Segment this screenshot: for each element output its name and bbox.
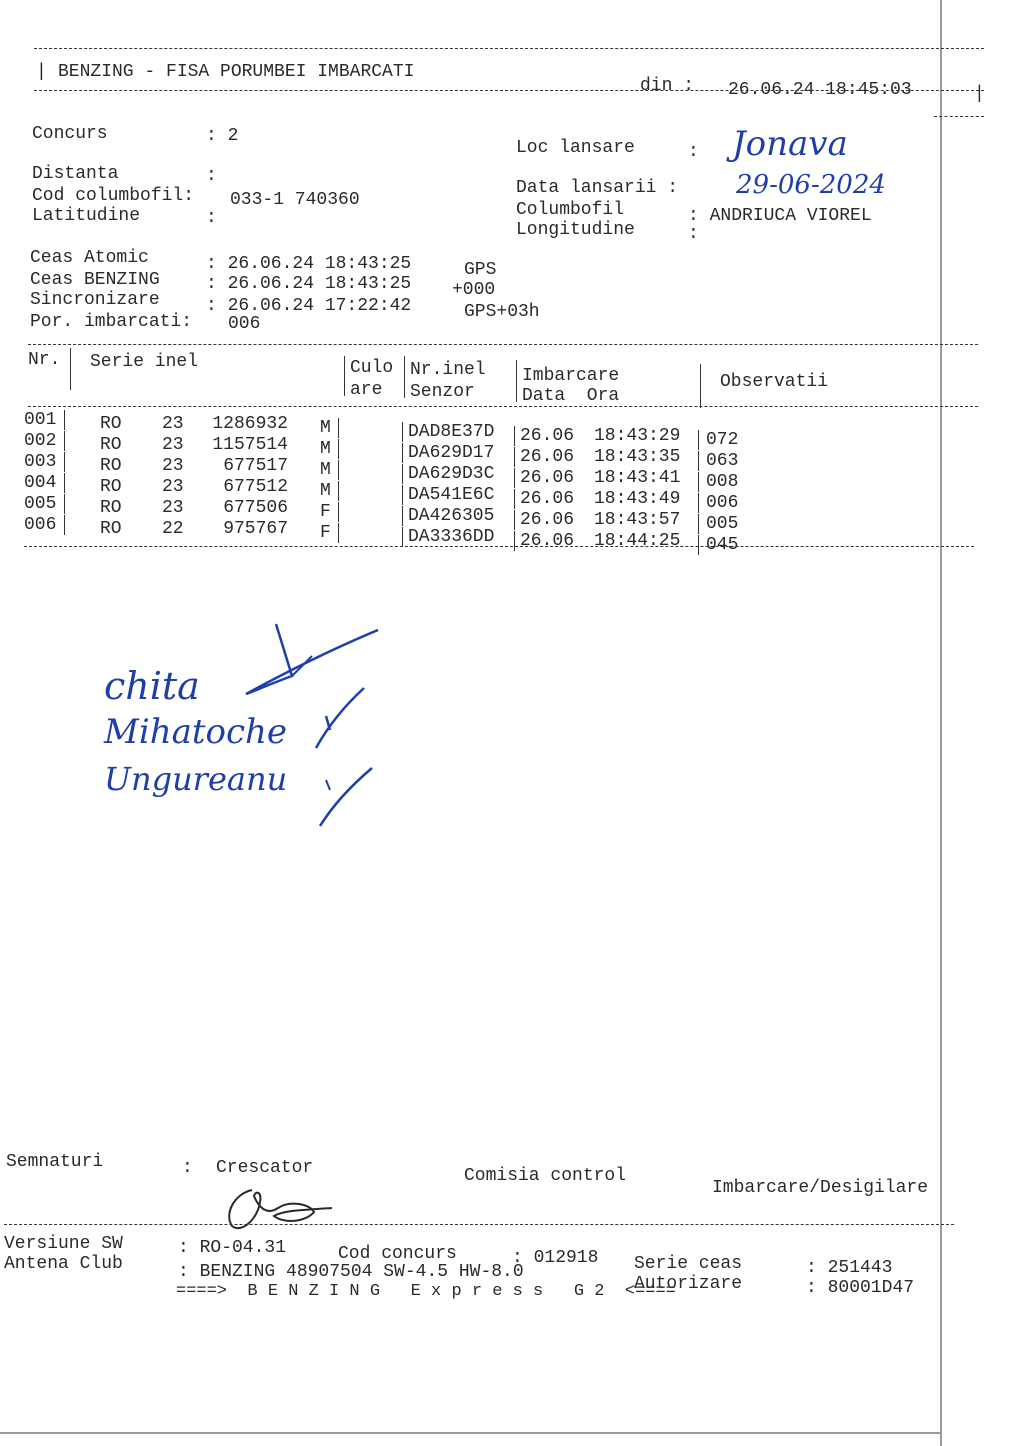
- ceas-benzing-suffix: +000: [452, 280, 496, 300]
- cell-ring: 975767: [223, 519, 288, 539]
- handwritten-name-2: Mihatoche: [104, 712, 288, 752]
- row-separator: [402, 527, 403, 547]
- divider: [34, 90, 984, 91]
- cell-obs: 045: [706, 535, 739, 555]
- sincronizare-value: : 26.06.24 17:22:42: [206, 296, 412, 316]
- row-separator: [402, 443, 403, 463]
- col-header-imbarcare-2: Data Ora: [522, 386, 620, 406]
- col-header-culoare-1: Culo: [350, 358, 394, 378]
- col-header-serie: Serie inel: [90, 352, 199, 372]
- cod-columbofil-label: Cod columbofil:: [32, 186, 195, 206]
- longitudine-label: Longitudine: [516, 220, 635, 240]
- cell-date: 26.06: [520, 468, 575, 488]
- footer-divider: [4, 1224, 954, 1225]
- cell-date: 26.06: [520, 426, 575, 446]
- cell-date: 26.06: [520, 510, 575, 530]
- versiune-sw-label: Versiune SW: [4, 1234, 123, 1254]
- col-sep: [700, 364, 701, 408]
- col-header-culoare-2: are: [350, 380, 383, 400]
- cod-concurs-label: Cod concurs: [338, 1244, 457, 1264]
- row-separator: [402, 506, 403, 526]
- data-lansarii-label: Data lansarii :: [516, 178, 679, 198]
- row-separator: [338, 460, 339, 480]
- header-bar-left: |: [36, 62, 47, 82]
- cell-ring: 677517: [223, 456, 288, 476]
- cell-obs: 072: [706, 430, 739, 450]
- cell-nr: 004: [24, 473, 57, 493]
- divider: [934, 116, 984, 117]
- cell-year: 23: [162, 456, 184, 476]
- cell-ring: 677506: [223, 498, 288, 518]
- loc-lansare-label: Loc lansare: [516, 138, 635, 158]
- cell-sensor: DAD8E37D: [408, 422, 495, 442]
- row-separator: [64, 452, 65, 472]
- scan-bottom-edge: [0, 1432, 940, 1434]
- scan-right-edge: [940, 0, 942, 1446]
- cell-time: 18:43:41: [594, 468, 681, 488]
- print-date-value: 26.06.24 18:45:03: [728, 80, 912, 100]
- table-header-divider: [28, 406, 978, 407]
- cell-sensor: DA426305: [408, 506, 495, 526]
- ceas-atomic-suffix: GPS: [464, 260, 497, 280]
- row-separator: [698, 514, 699, 534]
- row-separator: [64, 473, 65, 493]
- versiune-sw-value: : RO-04.31: [178, 1238, 287, 1258]
- cell-date: 26.06: [520, 531, 575, 551]
- cell-year: 23: [162, 414, 184, 434]
- table-bottom-divider: [24, 546, 974, 547]
- serie-ceas-label: Serie ceas: [634, 1254, 743, 1274]
- cell-country: RO: [100, 435, 122, 455]
- sincronizare-label: Sincronizare: [30, 290, 160, 310]
- columbofil-label: Columbofil: [516, 200, 625, 220]
- row-separator: [402, 422, 403, 442]
- row-separator: [338, 439, 339, 459]
- cell-date: 26.06: [520, 489, 575, 509]
- cell-sensor: DA3336DD: [408, 527, 495, 547]
- cell-date: 26.06: [520, 447, 575, 467]
- latitudine-label: Latitudine: [32, 206, 141, 226]
- loc-lansare-sep: :: [688, 142, 699, 162]
- cell-year: 22: [162, 519, 184, 539]
- ceas-atomic-value: : 26.06.24 18:43:25: [206, 254, 412, 274]
- row-separator: [698, 430, 699, 450]
- concurs-label: Concurs: [32, 124, 108, 144]
- cell-nr: 003: [24, 452, 57, 472]
- antena-club-value: : BENZING 48907504 SW-4.5 HW-8.0: [178, 1262, 524, 1282]
- row-separator: [698, 472, 699, 492]
- distanta-value: :: [206, 166, 217, 186]
- col-sep: [404, 356, 405, 398]
- cell-ring: 1286932: [212, 414, 288, 434]
- cell-obs: 005: [706, 514, 739, 534]
- ceas-atomic-label: Ceas Atomic: [30, 248, 149, 268]
- cell-sex: M: [320, 481, 331, 501]
- row-separator: [698, 535, 699, 555]
- cell-time: 18:44:25: [594, 531, 681, 551]
- distanta-label: Distanta: [32, 164, 119, 184]
- cell-time: 18:43:35: [594, 447, 681, 467]
- cell-sex: M: [320, 418, 331, 438]
- row-separator: [698, 493, 699, 513]
- col-header-observatii: Observatii: [720, 372, 829, 392]
- row-separator: [64, 515, 65, 535]
- col-header-nrinel-1: Nr.inel: [410, 360, 486, 380]
- columbofil-value: : ANDRIUCA VIOREL: [688, 206, 872, 226]
- cell-time: 18:43:49: [594, 489, 681, 509]
- col-header-nr: Nr.: [28, 350, 61, 370]
- porumbei-imbarcati-label: Por. imbarcati:: [30, 312, 193, 332]
- cell-year: 23: [162, 477, 184, 497]
- col-header-imbarcare-1: Imbarcare: [522, 366, 620, 386]
- row-separator: [514, 531, 515, 551]
- col-sep: [344, 356, 345, 396]
- row-separator: [338, 523, 339, 543]
- crescator-label: Crescator: [216, 1158, 314, 1178]
- data-lansarii-handwritten: 29-06-2024: [736, 170, 886, 200]
- row-separator: [698, 451, 699, 471]
- cell-nr: 005: [24, 494, 57, 514]
- cell-sensor: DA541E6C: [408, 485, 495, 505]
- row-separator: [338, 481, 339, 501]
- cell-ring: 677512: [223, 477, 288, 497]
- cell-sex: M: [320, 460, 331, 480]
- comisia-control-label: Comisia control: [464, 1166, 627, 1186]
- row-separator: [514, 468, 515, 488]
- imbarcare-desigilare-label: Imbarcare/Desigilare: [712, 1178, 929, 1198]
- semnaturi-label: Semnaturi: [6, 1152, 104, 1172]
- row-separator: [64, 494, 65, 514]
- row-separator: [514, 447, 515, 467]
- semnaturi-sep: :: [182, 1158, 193, 1178]
- loc-lansare-handwritten: Jonava: [732, 124, 848, 164]
- cod-concurs-value: : 012918: [512, 1248, 599, 1268]
- cell-country: RO: [100, 477, 122, 497]
- col-sep: [516, 360, 517, 402]
- cell-country: RO: [100, 498, 122, 518]
- row-separator: [338, 418, 339, 438]
- autorizare-value: : 80001D47: [806, 1278, 915, 1298]
- sincronizare-suffix: GPS+03h: [464, 302, 540, 322]
- cell-ring: 1157514: [212, 435, 288, 455]
- cell-country: RO: [100, 456, 122, 476]
- row-separator: [64, 410, 65, 430]
- cell-obs: 006: [706, 493, 739, 513]
- row-separator: [338, 502, 339, 522]
- cell-year: 23: [162, 435, 184, 455]
- longitudine-value: :: [688, 224, 699, 244]
- concurs-value: : 2: [206, 126, 239, 146]
- handwritten-name-3: Ungureanu: [104, 760, 288, 798]
- col-header-nrinel-2: Senzor: [410, 382, 475, 402]
- cell-obs: 063: [706, 451, 739, 471]
- cell-time: 18:43:29: [594, 426, 681, 446]
- handwritten-name-1: chita: [104, 664, 200, 708]
- cell-country: RO: [100, 519, 122, 539]
- cell-sensor: DA629D17: [408, 443, 495, 463]
- porumbei-imbarcati-value: 006: [228, 314, 261, 334]
- divider: [34, 48, 984, 49]
- serie-ceas-value: : 251443: [806, 1258, 893, 1278]
- crescator-signature: [214, 1180, 354, 1240]
- print-date-label: din :: [640, 76, 695, 96]
- cell-sex: F: [320, 523, 331, 543]
- row-separator: [514, 489, 515, 509]
- cell-sex: M: [320, 439, 331, 459]
- row-separator: [514, 510, 515, 530]
- benzing-express-banner: ====> B E N Z I N G E x p r e s s G 2 <====: [176, 1282, 676, 1301]
- header-bar-right: |: [974, 84, 985, 104]
- cell-time: 18:43:57: [594, 510, 681, 530]
- cell-sensor: DA629D3C: [408, 464, 495, 484]
- latitudine-value: :: [206, 208, 217, 228]
- antena-club-label: Antena Club: [4, 1254, 123, 1274]
- cell-sex: F: [320, 502, 331, 522]
- table-top-divider: [28, 344, 978, 345]
- ceas-benzing-value: : 26.06.24 18:43:25: [206, 274, 412, 294]
- cell-nr: 006: [24, 515, 57, 535]
- ceas-benzing-label: Ceas BENZING: [30, 270, 160, 290]
- cell-nr: 001: [24, 410, 57, 430]
- col-sep: [70, 348, 71, 390]
- document-title: BENZING - FISA PORUMBEI IMBARCATI: [58, 62, 415, 82]
- cell-country: RO: [100, 414, 122, 434]
- autorizare-label: Autorizare: [634, 1274, 743, 1294]
- cell-year: 23: [162, 498, 184, 518]
- cod-columbofil-value: 033-1 740360: [230, 190, 360, 210]
- cell-nr: 002: [24, 431, 57, 451]
- row-separator: [402, 464, 403, 484]
- cell-obs: 008: [706, 472, 739, 492]
- row-separator: [402, 485, 403, 505]
- row-separator: [64, 431, 65, 451]
- row-separator: [514, 426, 515, 446]
